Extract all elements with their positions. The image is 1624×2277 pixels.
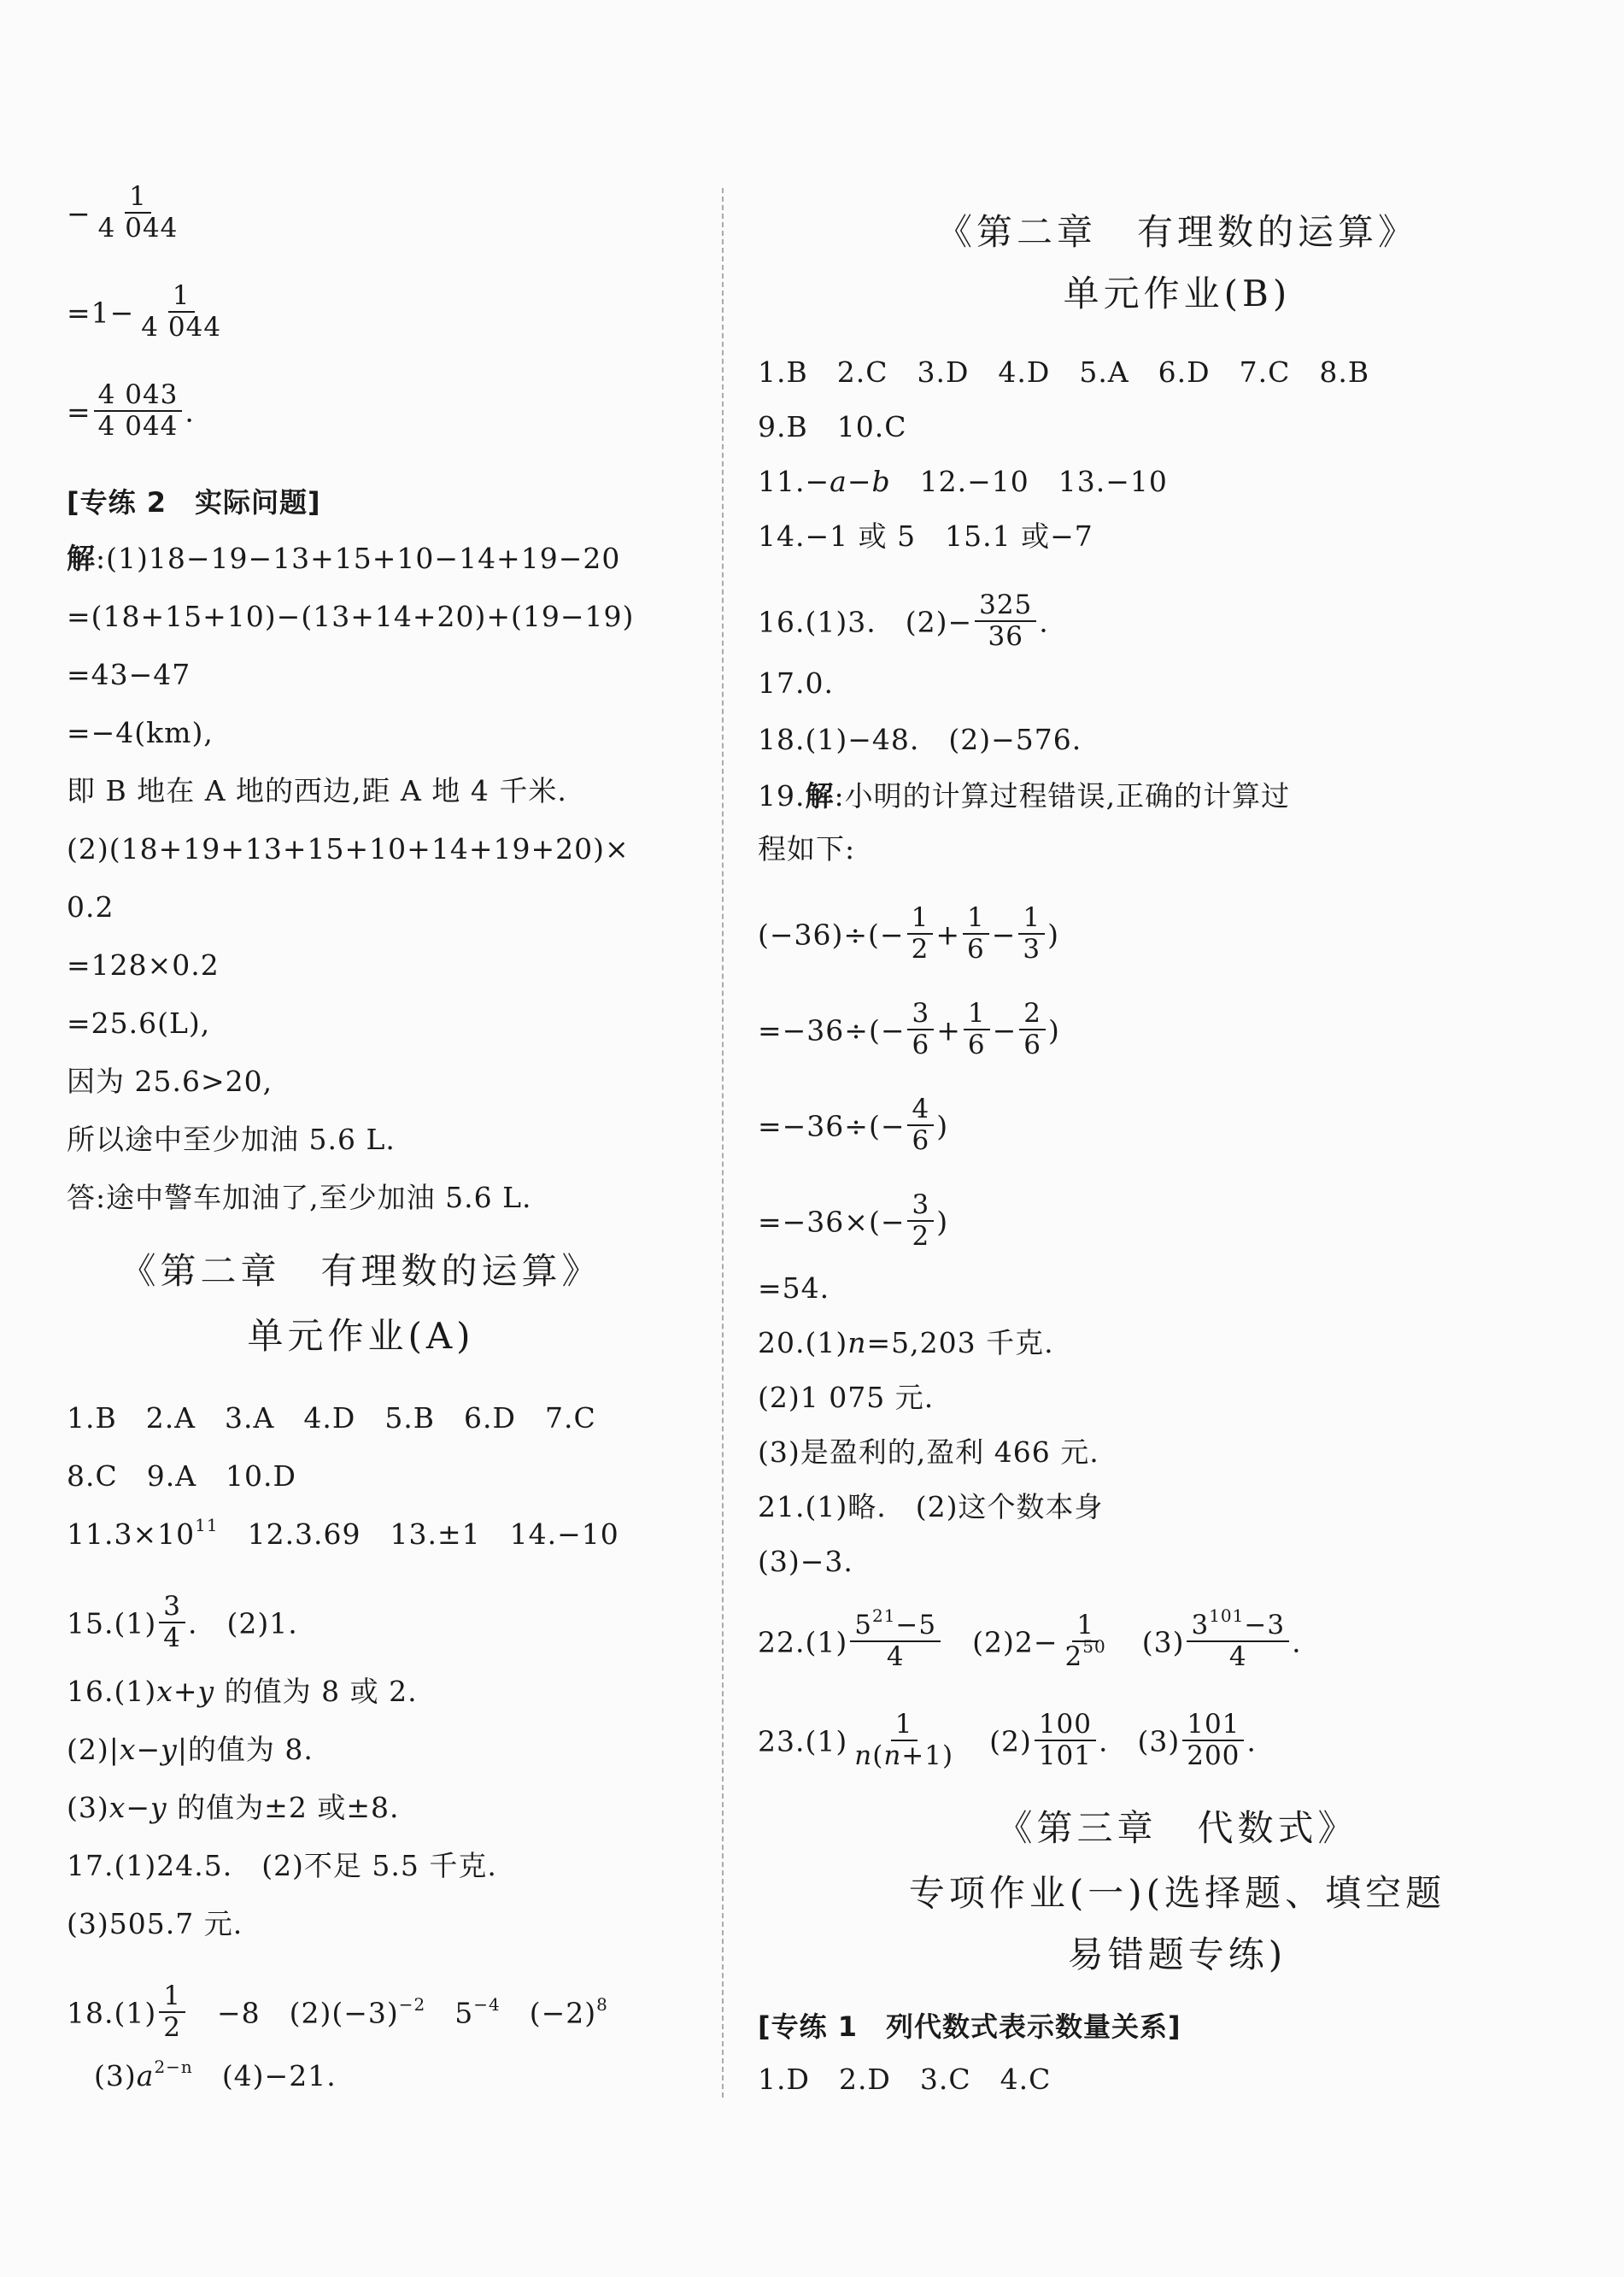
fraction: $\frac{1}{6}$ bbox=[963, 904, 989, 963]
solution-line: (2)(18+19+13+15+10+14+19+20)× bbox=[67, 832, 630, 866]
answer-line: 1.B 2.A 3.A 4.D 5.B 6.D 7.C bbox=[67, 1401, 596, 1435]
solution-line: =43−47 bbox=[67, 658, 191, 691]
answer-line: (2)|x−y|的值为 8. bbox=[67, 1733, 314, 1766]
fraction: $\frac{1}{2^{50}}$ bbox=[1064, 1610, 1106, 1672]
solution-line: 解:(1)18−19−13+15+10−14+19−20 bbox=[67, 542, 621, 575]
answer-line: 18.(1)−48. (2)−576. bbox=[758, 723, 1082, 756]
fraction: $\frac{1}{n(n+1)}$ bbox=[854, 1709, 954, 1771]
answer-line: 1.B 2.C 3.D 4.D 5.A 6.D 7.C 8.B bbox=[758, 355, 1370, 389]
answer-line: 17.(1)24.5. (2)不足 5.5 千克. bbox=[67, 1849, 497, 1882]
fraction: $\frac{1}{3}$ bbox=[1018, 904, 1045, 963]
answer-line: 9.B 10.C bbox=[758, 410, 907, 443]
solution-line: 即 B 地在 A 地的西边,距 A 地 4 千米. bbox=[67, 774, 567, 807]
solution-line: =25.6(L), bbox=[67, 1006, 211, 1040]
fraction: $\frac{1}{2}$ bbox=[159, 1982, 185, 2041]
section-heading: [专练 1 列代数式表示数量关系] bbox=[758, 2010, 1181, 2043]
answer-line: (3)505.7 元. bbox=[67, 1907, 243, 1940]
fraction: $\frac{1}{4 044}$ bbox=[97, 181, 179, 244]
answer-line: 21.(1)略. (2)这个数本身 bbox=[758, 1490, 1104, 1523]
fraction: $\frac{5^{21}-5}{4}$ bbox=[850, 1611, 941, 1670]
calc-line: (−36)÷(− $\frac{1}{2}$ + $\frac{1}{6}$ − $\frac{1}{3}$ ) bbox=[758, 902, 1059, 965]
fraction: $\frac{325}{36}$ bbox=[975, 591, 1036, 650]
chapter-title: 《第二章 有理数的运算》 bbox=[120, 1250, 602, 1292]
solution-line: =128×0.2 bbox=[67, 948, 220, 982]
calc-line: =−36÷(− $\frac{3}{6}$ + $\frac{1}{6}$ − $\frac{2}{6}$ ) bbox=[758, 998, 1060, 1060]
fraction: $\frac{101}{200}$ bbox=[1182, 1711, 1244, 1769]
answer-line: 程如下: bbox=[758, 832, 856, 866]
fraction: $\frac{4 043}{4 044}$ bbox=[94, 381, 183, 440]
calc-line: = $\frac{4 043}{4 044}$ . bbox=[67, 379, 195, 442]
answer-line: 19.解:小明的计算过程错误,正确的计算过 bbox=[758, 779, 1291, 813]
section-subtitle: 专项作业(一)(选择题、填空题 bbox=[908, 1872, 1446, 1914]
fraction: $\frac{1}{4 044}$ bbox=[141, 280, 222, 343]
answer-line: 20.(1)n=5,203 千克. bbox=[758, 1326, 1054, 1359]
answer-line: (3)x−y 的值为±2 或±8. bbox=[67, 1791, 400, 1824]
answer-line: 1.D 2.D 3.C 4.C bbox=[758, 2063, 1052, 2096]
calc-line: =−36×(− $\frac{3}{2}$ ) bbox=[758, 1189, 949, 1252]
solution-line: 答:途中警车加油了,至少加油 5.6 L. bbox=[67, 1181, 532, 1214]
solution-line: =−4(km), bbox=[67, 716, 214, 749]
solution-line: 因为 25.6>20, bbox=[67, 1065, 273, 1098]
fraction: $\frac{3}{6}$ bbox=[907, 1000, 934, 1059]
calc-line: =−36÷(− $\frac{4}{6}$ ) bbox=[758, 1094, 949, 1156]
answer-line: 14.−1 或 5 15.1 或−7 bbox=[758, 519, 1093, 553]
answer-line: $(3)a^{2-n}$ (4)−21. bbox=[94, 2057, 337, 2092]
fraction: $\frac{100}{101}$ bbox=[1035, 1711, 1096, 1769]
left-column bbox=[0, 0, 722, 2277]
right-column bbox=[730, 0, 1624, 2277]
calc-line: =54. bbox=[758, 1271, 830, 1305]
answer-line: 16.(1)3. (2)− $\frac{325}{36}$ . bbox=[758, 590, 1049, 652]
unit-title: 单元作业(B) bbox=[1063, 273, 1292, 314]
fraction: $\frac{2}{6}$ bbox=[1019, 1000, 1046, 1059]
answer-line: 8.C 9.A 10.D bbox=[67, 1459, 296, 1493]
chapter-title: 《第二章 有理数的运算》 bbox=[935, 211, 1418, 253]
chapter-title: 《第三章 代数式》 bbox=[996, 1807, 1358, 1849]
answer-line: 22.(1) $\frac{5^{21}-5}{4}$ (2)2− $\frac{1}{2^{50}}$ (3) $\frac{3^{101}-3}{4}$ . bbox=[758, 1605, 1302, 1672]
answer-line: $11.3\times 10^{11}$ 12.3.69 13.±1 14.−10 bbox=[67, 1515, 619, 1551]
answer-line: 23.(1) $\frac{1}{n(n+1)}$ (2) $\frac{100}{101}$ . (3) $\frac{101}{200}$ . bbox=[758, 1709, 1257, 1771]
fraction: $\frac{1}{2}$ bbox=[907, 904, 934, 963]
solution-label: 解 bbox=[805, 779, 835, 813]
answer-line: (3)是盈利的,盈利 466 元. bbox=[758, 1435, 1099, 1469]
fraction: $\frac{3}{4}$ bbox=[159, 1593, 185, 1652]
fraction: $\frac{4}{6}$ bbox=[907, 1095, 934, 1154]
answer-line: (3)−3. bbox=[758, 1545, 853, 1578]
column-divider bbox=[722, 188, 724, 2098]
section-subtitle: 易错题专练) bbox=[1067, 1934, 1287, 1975]
solution-label: 解 bbox=[67, 542, 96, 575]
section-heading: [专练 2 实际问题] bbox=[67, 486, 321, 519]
answer-line: 15.(1) $\frac{3}{4}$ . (2)1. bbox=[67, 1591, 298, 1653]
answer-line: 11.−a−b 12.−10 13.−10 bbox=[758, 465, 1168, 498]
answer-line: 17.0. bbox=[758, 666, 834, 700]
unit-title: 单元作业(A) bbox=[247, 1315, 475, 1357]
solution-line: =(18+15+10)−(13+14+20)+(19−19) bbox=[67, 600, 635, 633]
solution-line: 0.2 bbox=[67, 890, 114, 924]
calc-line: =1− $\frac{1}{4 044}$ bbox=[67, 285, 228, 344]
answer-line: 18.(1) $\frac{1}{2}$ −8 $(2)(-3)^{-2}$ $5^{-4}$ $(-2)^8$ bbox=[67, 1981, 608, 2043]
fraction: $\frac{3}{2}$ bbox=[907, 1191, 934, 1250]
fraction: $\frac{1}{6}$ bbox=[964, 1000, 990, 1059]
calc-line: − $\frac{1}{4 044}$ bbox=[67, 186, 185, 245]
answer-line: (2)1 075 元. bbox=[758, 1381, 935, 1414]
solution-line: 所以途中至少加油 5.6 L. bbox=[67, 1123, 396, 1156]
fraction: $\frac{3^{101}-3}{4}$ bbox=[1187, 1611, 1289, 1670]
answer-line: 16.(1)x+y 的值为 8 或 2. bbox=[67, 1675, 418, 1708]
